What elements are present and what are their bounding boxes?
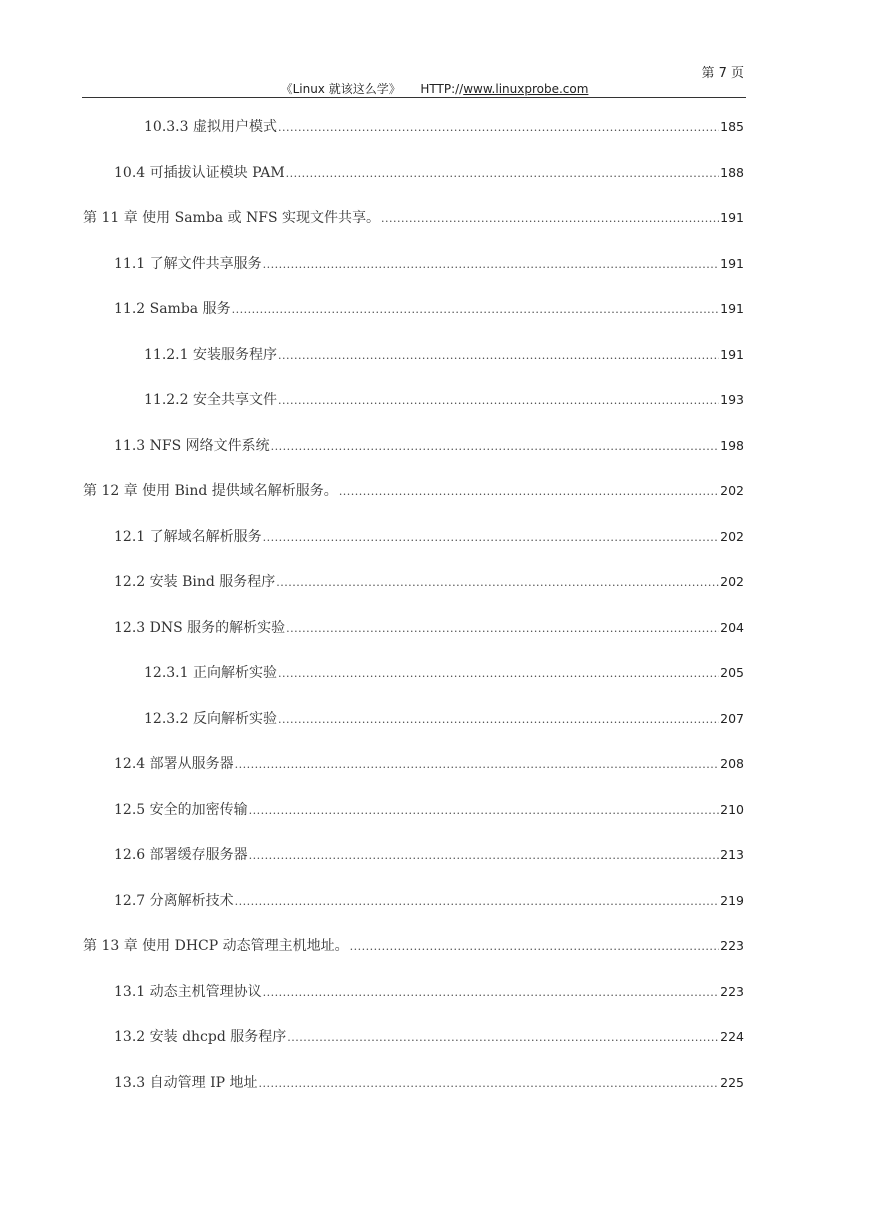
dot-leader (271, 437, 720, 457)
toc-entry-title: 12.4 部署从服务器 (114, 756, 234, 772)
toc-entry[interactable] (83, 481, 744, 501)
toc-entry[interactable] (144, 345, 744, 365)
dot-leader (381, 209, 719, 229)
toc-entry-title: 11.2.2 安全共享文件 (144, 392, 277, 408)
toc-entry-page: 185 (720, 119, 744, 134)
toc-entry-page: 207 (720, 710, 744, 726)
toc-entry-title: 第 11 章 使用 Samba 或 NFS 实现文件共享。 (83, 210, 381, 226)
toc-entry[interactable] (114, 618, 744, 638)
dot-leader (235, 892, 720, 912)
toc-entry-page: 225 (720, 1074, 744, 1090)
dot-leader (278, 710, 719, 730)
dot-leader (249, 801, 720, 821)
dot-leader (278, 391, 719, 411)
toc-entry-page: 205 (720, 665, 744, 680)
toc-entry-title: 13.1 动态主机管理协议 (114, 983, 262, 1000)
toc-entry[interactable] (144, 709, 744, 729)
toc-entry-title: 13.3 自动管理 IP 地址 (114, 1074, 258, 1091)
toc-entry[interactable] (83, 208, 744, 228)
toc-entry-page: 191 (720, 210, 744, 225)
toc-entry-title: 11.1 了解文件共享服务 (114, 255, 262, 272)
toc-entry-page: 202 (720, 483, 744, 498)
toc-entry-title: 11.2.1 安装服务程序 (144, 346, 277, 363)
toc-entry[interactable] (114, 800, 744, 820)
http-label: HTTP:// (420, 82, 464, 96)
toc-entry-page: 191 (720, 255, 744, 271)
dot-leader (286, 164, 719, 184)
header-divider (82, 97, 746, 98)
dot-leader (263, 983, 720, 1003)
dot-leader (258, 1074, 719, 1094)
toc-entry-page: 191 (720, 301, 744, 316)
dot-leader (249, 846, 720, 866)
toc-entry-title: 12.2 安装 Bind 服务程序 (114, 574, 276, 590)
toc-entry-title: 12.5 安全的加密传输 (114, 801, 248, 818)
toc-entry-title: 第 13 章 使用 DHCP 动态管理主机地址。 (83, 938, 349, 954)
toc-entry-page: 208 (720, 756, 744, 771)
dot-leader (287, 1028, 719, 1048)
book-title: 《Linux 就该这么学》 (280, 82, 401, 96)
dot-leader (278, 118, 719, 138)
toc-entry[interactable] (114, 572, 744, 592)
dot-leader (286, 619, 719, 639)
toc-entry[interactable] (114, 1027, 744, 1047)
toc-entry-title: 12.3 DNS 服务的解析实验 (114, 619, 286, 636)
toc-entry[interactable] (114, 163, 744, 183)
toc-entry-page: 204 (720, 619, 744, 635)
toc-entry[interactable] (114, 754, 744, 774)
toc-entry-title: 12.3.2 反向解析实验 (144, 710, 277, 727)
dot-leader (235, 755, 720, 775)
toc-entry-page: 219 (720, 892, 744, 908)
toc-entry-title: 13.2 安装 dhcpd 服务程序 (114, 1029, 287, 1045)
toc-entry-title: 12.3.1 正向解析实验 (144, 665, 277, 681)
toc-entry[interactable] (114, 254, 744, 274)
dot-leader (278, 664, 719, 684)
toc-entry-page: 202 (720, 574, 744, 589)
toc-entry[interactable] (114, 1073, 744, 1093)
toc-entry[interactable] (83, 936, 744, 956)
toc-entry-title: 11.3 NFS 网络文件系统 (114, 437, 270, 454)
toc-entry[interactable] (114, 982, 744, 1002)
dot-leader (232, 300, 720, 320)
dot-leader (339, 482, 719, 502)
toc-entry[interactable] (114, 436, 744, 456)
dot-leader (278, 346, 719, 366)
toc-entry-page: 223 (720, 938, 744, 953)
toc-entry[interactable] (114, 891, 744, 911)
dot-leader (350, 937, 720, 957)
toc-entry-page: 210 (720, 801, 744, 817)
toc-entry-page: 193 (720, 392, 744, 407)
toc-entry-title: 12.6 部署缓存服务器 (114, 847, 248, 863)
toc-entry-title: 11.2 Samba 服务 (114, 301, 231, 317)
toc-entry-page: 198 (720, 437, 744, 453)
running-header (0, 80, 869, 97)
toc-entry-page: 188 (720, 164, 744, 180)
toc-entry[interactable] (144, 117, 744, 137)
dot-leader (276, 573, 719, 593)
toc-entry-title: 第 12 章 使用 Bind 提供域名解析服务。 (83, 483, 338, 499)
page-number: 第 7 页 (701, 66, 744, 81)
toc-entry-title: 10.4 可插拔认证模块 PAM (114, 164, 285, 181)
toc-entry-title: 12.1 了解域名解析服务 (114, 528, 262, 545)
toc-entry-page: 202 (720, 528, 744, 544)
toc-entry-page: 213 (720, 847, 744, 862)
website-link[interactable]: www.linuxprobe.com (463, 82, 589, 96)
toc-entry-title: 10.3.3 虚拟用户模式 (144, 119, 277, 135)
toc-entry-page: 223 (720, 983, 744, 999)
toc-entry-page: 224 (720, 1029, 744, 1044)
toc-entry[interactable] (114, 299, 744, 319)
dot-leader (263, 255, 720, 275)
toc-entry[interactable] (144, 390, 744, 410)
toc-entry-title: 12.7 分离解析技术 (114, 892, 234, 909)
toc-entry[interactable] (114, 845, 744, 865)
toc-entry-page: 191 (720, 346, 744, 362)
dot-leader (263, 528, 720, 548)
toc-entry[interactable] (114, 527, 744, 547)
toc-entry[interactable] (144, 663, 744, 683)
